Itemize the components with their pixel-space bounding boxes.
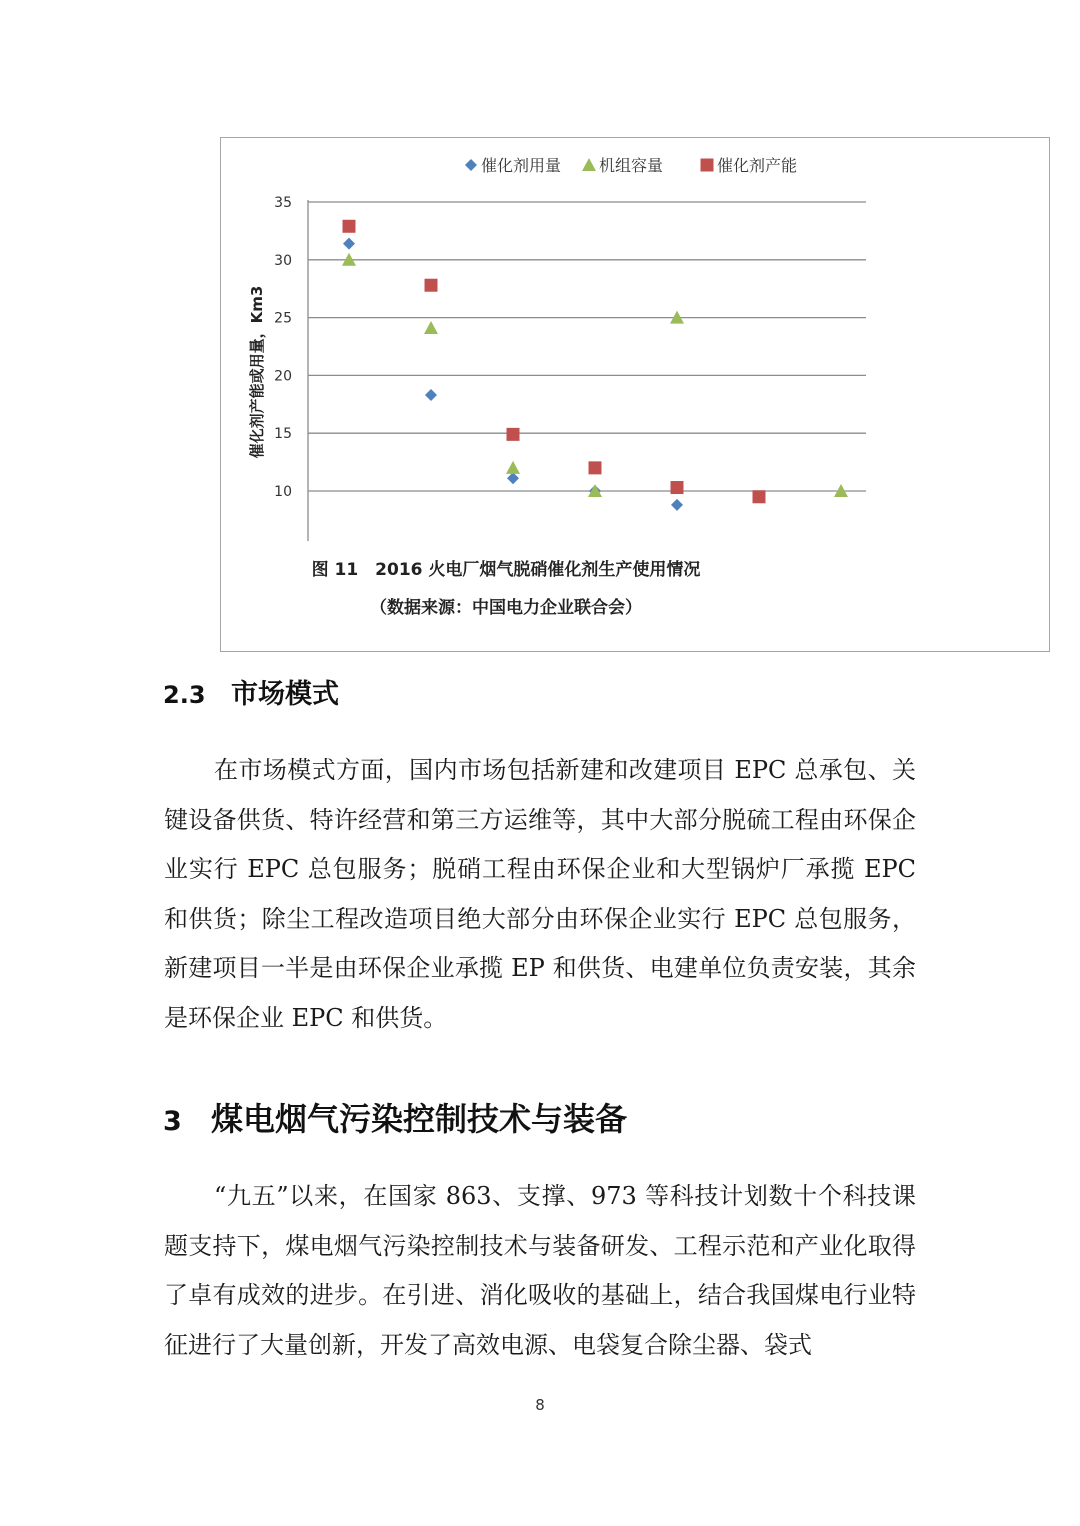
legend-entry: 机组容量 [599,156,664,175]
y-tick-label: 30 [274,252,292,269]
technology-paragraph: “九五”以来，在国家 863、支撑、973 等科技计划数十个科技课题支持下，煤电烟气污染控制技术与装备研发、工程示范和产业化取得了卓有成效的进步。在引进、消化吸收的基础上，结合我国煤电行业特征进行了大量创新，开发了高效电源、电袋复合除尘器、袋式 [164,1182,916,1359]
y-tick-label: 25 [274,310,292,327]
data-point-triangle [506,461,520,474]
y-axis-label: 催化剂产能或用量，Km3 [248,285,266,459]
section-title: 煤电烟气污染控制技术与装备 [211,1100,628,1138]
y-tick-label: 20 [274,368,292,385]
figure-11-chart [220,137,1050,652]
data-point-square [425,279,438,292]
data-point-triangle [582,158,596,171]
y-tick-label: 10 [274,484,292,500]
data-point-square [701,159,714,172]
section-title: 市场模式 [231,679,339,710]
data-point-square [589,461,602,474]
y-tick-label: 35 [274,195,292,211]
figure-source: （数据来源：中国电力企业联合会） [370,598,642,618]
legend-entry: 催化剂产能 [717,156,798,175]
data-point-square [343,220,356,233]
data-point-diamond [465,159,477,171]
data-point-diamond [425,389,437,401]
market-mode-paragraph: 在市场模式方面，国内市场包括新建和改建项目 EPC 总承包、关键设备供货、特许经营和第三方运维等，其中大部分脱硫工程由环保企业实行 EPC 总包服务；脱硝工程由环保企业和大型锅炉厂承揽 EPC 和供货；除尘工程改造项目绝大部分由环保企业实行 EPC 总包服务，新建项目一半是由环保企业承揽 EP 和供货、电建单位负责安装，其余是环保企业 EPC 和供货。 [164,756,916,1032]
legend-entry: 催化剂用量 [481,156,562,175]
y-tick-label: 15 [274,426,292,443]
data-point-diamond [343,238,355,250]
figure-caption: 图 11 2016 火电厂烟气脱硝催化剂生产使用情况 [311,560,701,580]
section-number: 3 [163,1106,182,1137]
section-number: 2.3 [163,681,206,709]
data-point-square [671,481,684,494]
data-point-square [753,490,766,503]
data-point-diamond [507,472,519,484]
section-2-3-heading [163,672,339,711]
data-point-triangle [424,321,438,334]
data-point-square [507,428,520,441]
section-3-heading [163,1094,627,1140]
page-number: 8 [535,1396,545,1414]
data-point-diamond [671,499,683,511]
